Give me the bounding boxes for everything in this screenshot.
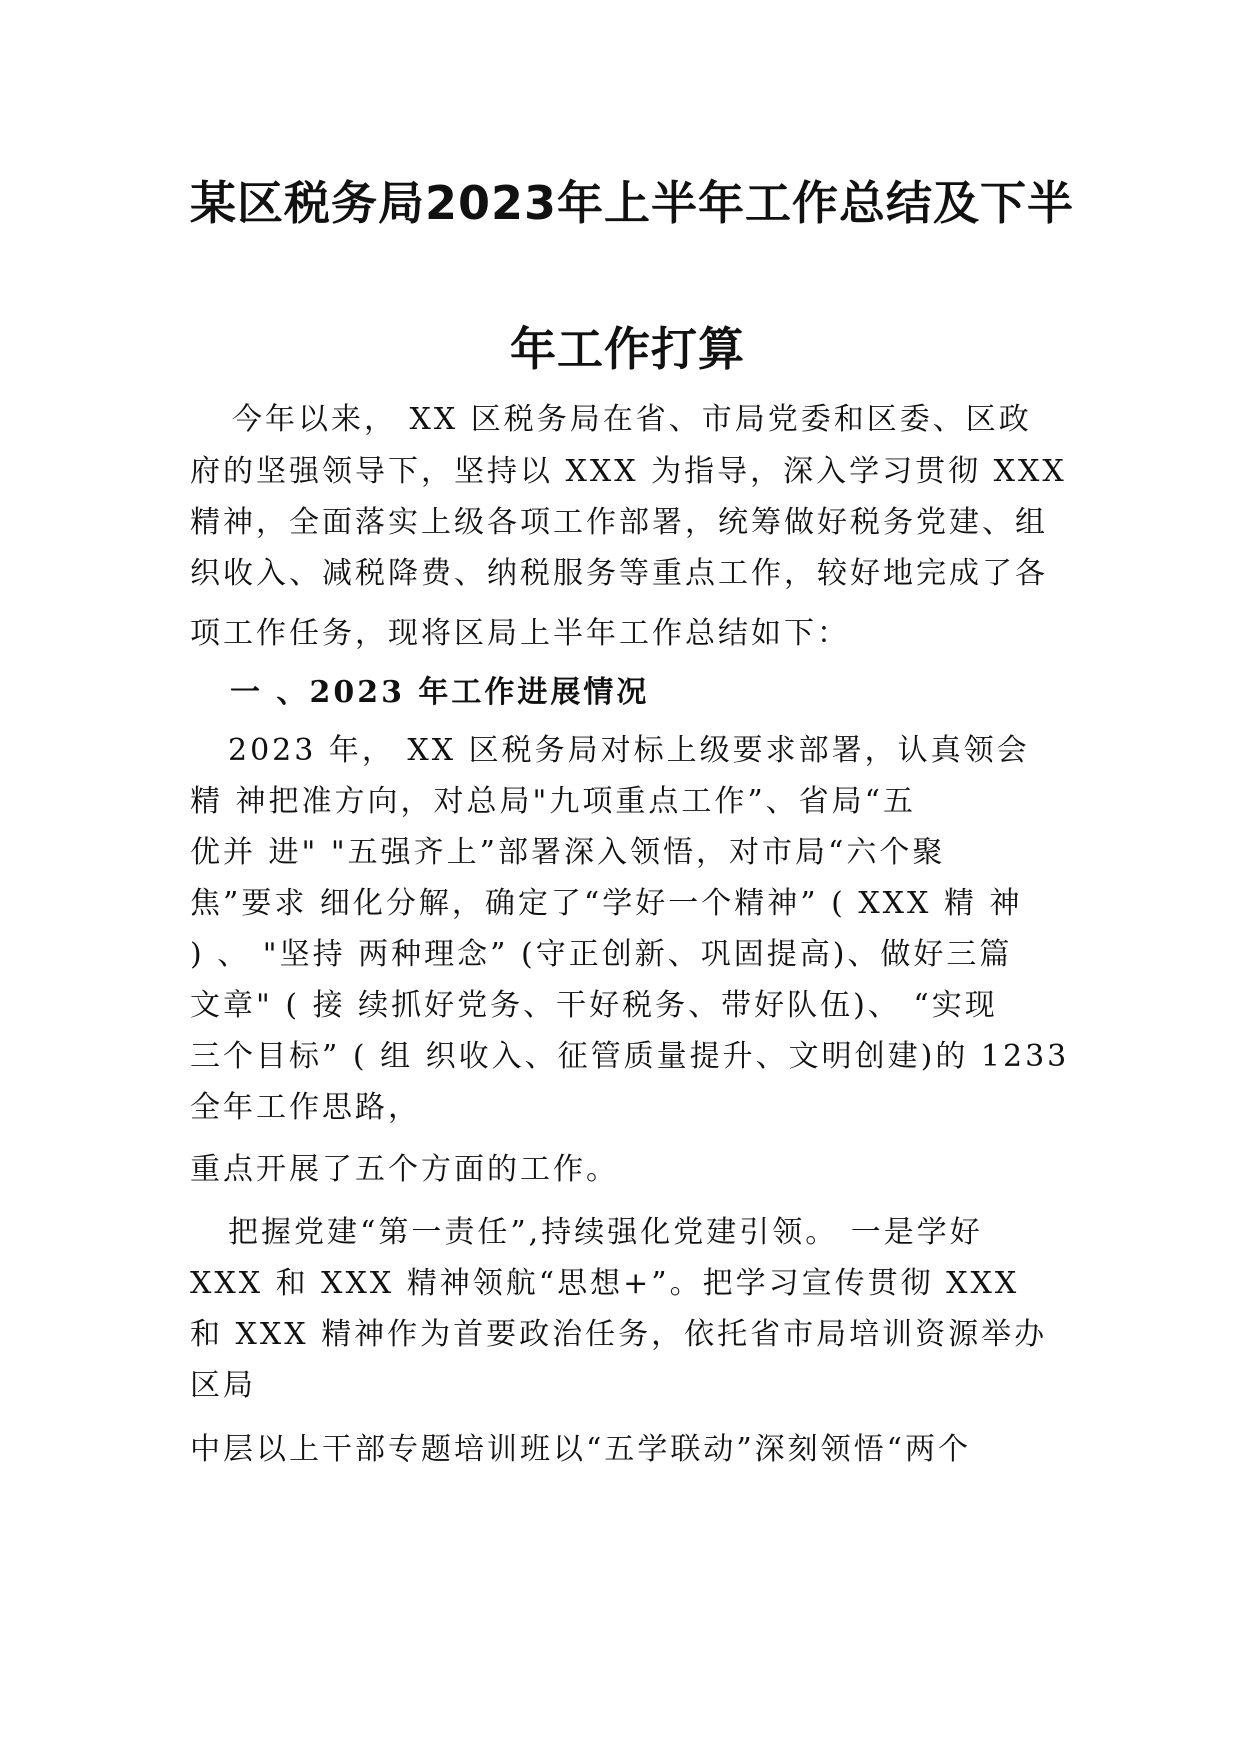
paragraph-line: 精神，全面落实上级各项工作部署，统筹做好税务党建、组 — [190, 505, 1048, 540]
section-heading: 一 、2023 年工作进展情况 — [230, 675, 650, 710]
paragraph-line: 重点开展了五个方面的工作。 — [190, 1152, 619, 1187]
paragraph-line: 2023 年， XX 区税务局对标上级要求部署，认真领会 — [228, 733, 1030, 768]
paragraph-line: 把握党建“第一责任”,持续强化党建引领。 一是学好 — [228, 1215, 983, 1250]
paragraph-line: 全年工作思路， — [190, 1090, 421, 1125]
paragraph-line: 织收入、减税降费、纳税服务等重点工作，较好地完成了各 — [190, 556, 1048, 591]
paragraph-line: 中层以上干部专题培训班以“五学联动”深刻领悟“两个 — [190, 1432, 972, 1467]
paragraph-line: 项工作任务，现将区局上半年工作总结如下： — [190, 616, 850, 651]
paragraph-line: 区局 — [190, 1368, 256, 1403]
paragraph-line: 府的坚强领导下，坚持以 XXX 为指导，深入学习贯彻 XXX — [190, 454, 1067, 489]
paragraph-line: 三个目标” ( 组 织收入、征管质量提升、文明创建)的 1233 — [190, 1039, 1070, 1074]
paragraph-line: 今年以来， XX 区税务局在省、市局党委和区委、区政 — [232, 402, 1032, 437]
paragraph-line: 精 神把准方向，对总局"九项重点工作”、省局“五 — [190, 784, 917, 819]
document-title-line-1: 某区税务局2023年上半年工作总结及下半 — [190, 176, 1075, 230]
document-title-line-2: 年工作打算 — [510, 322, 745, 376]
paragraph-line: 优并 进" "五强齐上”部署深入领悟，对市局“六个聚 — [190, 835, 946, 870]
paragraph-line: ) 、 "坚持 两种理念” (守正创新、巩固提高)、做好三篇 — [190, 937, 1013, 972]
paragraph-line: 和 XXX 精神作为首要政治任务，依托省市局培训资源举办 — [190, 1317, 1048, 1352]
paragraph-line: 文章" ( 接 续抓好党务、干好税务、带好队伍)、 “实现 — [190, 988, 998, 1023]
paragraph-line: 焦”要求 细化分解，确定了“学好一个精神” ( XXX 精 神 — [190, 886, 1023, 921]
paragraph-line: XXX 和 XXX 精神领航“思想+”。把学习宣传贯彻 XXX — [190, 1266, 1020, 1301]
